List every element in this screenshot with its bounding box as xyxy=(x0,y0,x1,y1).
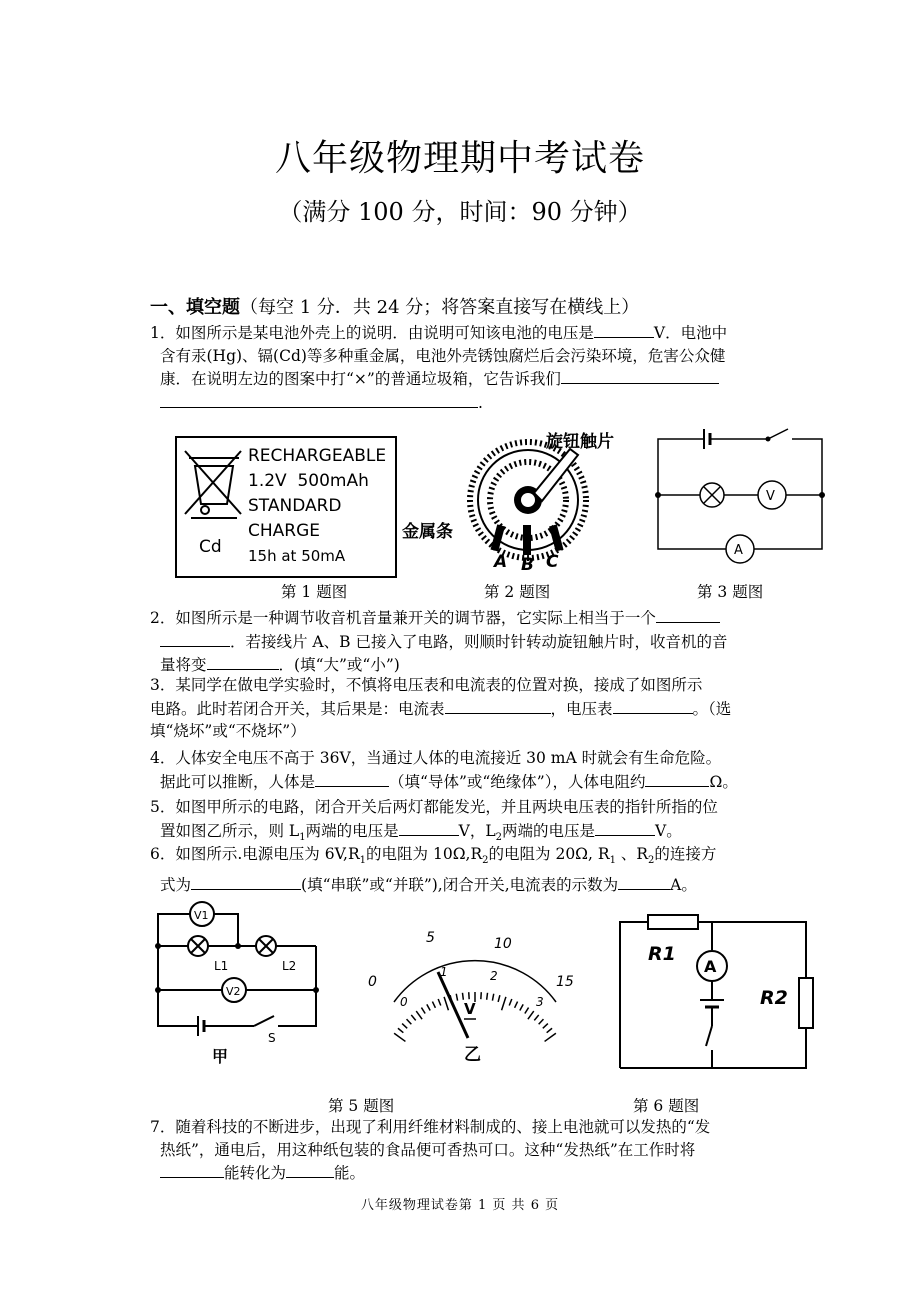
q5-blank-1[interactable] xyxy=(399,819,459,836)
q6-sub1a: 1 xyxy=(359,855,367,867)
q2-line2: ．若接线片 A、B 已接入了电路，则顺时针转动旋钮触片时，收音机的音 xyxy=(230,632,728,651)
q6-line1b: 的电阻为 10Ω,R xyxy=(366,845,483,863)
meter-tick xyxy=(498,995,500,1002)
question-2 xyxy=(150,606,830,677)
q4-line1: 4．人体安全电压不高于 36V，当通过人体的电流接近 30 mA 时就会有生命危险。 xyxy=(150,749,722,767)
label-standard: STANDARD xyxy=(248,496,342,516)
q5-sub1: 1 xyxy=(299,831,306,843)
q7-line3a: 能转化为 xyxy=(224,1164,287,1182)
dial-unit: V xyxy=(464,1000,476,1018)
meter-tick xyxy=(462,993,463,1000)
section-title: 一、填空题 xyxy=(150,297,240,318)
q6-line1e: 的连接方 xyxy=(654,845,717,863)
q5-line1: 5．如图甲所示的电路，闭合开关后两灯都能发光，并且两块电压表的指针所指的位 xyxy=(150,798,718,816)
label-v2: V2 xyxy=(226,985,241,998)
q2-blank-2[interactable] xyxy=(207,653,279,670)
figure-2 xyxy=(400,425,650,573)
label-r2: R2 xyxy=(760,987,788,1009)
q3-line3: 填“烧坏”或“不烧坏”） xyxy=(150,722,306,740)
q6-blank-1[interactable] xyxy=(191,873,301,890)
q2-text: 2．如图所示是一种调节收音机音量兼开关的调节器，它实际上相当于一个 xyxy=(150,609,656,627)
meter-tick xyxy=(525,1008,529,1014)
label-voltage: 1.2V xyxy=(248,471,287,491)
label-capacity: 500mAh xyxy=(297,471,369,491)
question-4 xyxy=(150,747,830,793)
meter-tick xyxy=(534,1015,538,1020)
label-s: S xyxy=(268,1031,276,1045)
q3-line2b: ，电压表 xyxy=(550,699,613,718)
label-a3: A xyxy=(734,543,743,558)
meter-tick xyxy=(539,1019,544,1024)
meter-tick xyxy=(487,993,488,1000)
label-v: V xyxy=(766,489,775,504)
question-3 xyxy=(150,674,830,743)
question-1 xyxy=(150,321,830,414)
q1-blank-1[interactable] xyxy=(594,321,654,338)
q7-line1: 7．随着科技的不断进步，出现了利用纤维材料制成的、接上电池就可以发热的“发 xyxy=(150,1118,711,1136)
potentiometer-drawing xyxy=(470,442,586,558)
label-yi: 乙 xyxy=(464,1045,481,1065)
figure-5-circuit xyxy=(150,898,350,1070)
meter-tick xyxy=(543,1024,548,1029)
q3-blank-1[interactable] xyxy=(445,697,551,714)
page-title: 八年级物理期中考试卷 xyxy=(274,138,645,179)
caption-fig2: 第 2 题图 xyxy=(484,583,551,601)
label-knob: 旋钮触片 xyxy=(546,432,614,452)
q4-line2b: （填“导体”或“绝缘体”），人体电阻约 xyxy=(389,772,646,791)
label-strip: 金属条 xyxy=(402,522,453,542)
q7-blank-2[interactable] xyxy=(286,1161,334,1178)
label-b: B xyxy=(521,555,534,573)
page-subtitle: （满分 100 分，时间：90 分钟） xyxy=(278,198,642,226)
q1-text: 1．如图所示是某电池外壳上的说明．由说明可知该电池的电压是 xyxy=(150,324,594,342)
meter-tick xyxy=(416,1011,422,1019)
q2-blank-1b[interactable] xyxy=(160,630,230,647)
q5-line2d: 两端的电压是 xyxy=(502,821,596,840)
label-l2: L2 xyxy=(282,959,297,973)
q1-blank-2[interactable] xyxy=(561,367,719,384)
q7-line3b: 能。 xyxy=(334,1164,366,1182)
meter-tick xyxy=(398,1028,403,1032)
question-6 xyxy=(150,843,830,896)
caption-fig5: 第 5 题图 xyxy=(328,1097,395,1115)
meter-tick xyxy=(545,1033,556,1041)
meter-tick xyxy=(528,1011,534,1019)
label-rechargeable: RECHARGEABLE xyxy=(248,446,387,466)
q3-line2c: 。（选 xyxy=(692,699,732,718)
q1-line2: 含有汞(Hg)、镉(Cd)等多种重金属，电池外壳锈蚀腐烂后会污染环境，危害公众健 xyxy=(160,346,726,365)
label-cd: Cd xyxy=(199,537,222,557)
resistor-top xyxy=(648,915,698,929)
meter-tick xyxy=(547,1028,552,1032)
label-v1: V1 xyxy=(194,909,209,922)
dial-top-5: 5 xyxy=(426,930,435,946)
caption-fig3: 第 3 题图 xyxy=(697,583,764,601)
dial-bottom-3: 3 xyxy=(536,995,544,1009)
label-l1: L1 xyxy=(214,959,229,973)
q7-line2: 热纸”，通电后，用这种纸包装的食品便可香热可口。这种“发热纸”在工作时将 xyxy=(160,1140,696,1159)
figure-5-meter xyxy=(360,920,580,1068)
q6-line2b: (填“串联”或“并联”),闭合开关,电流表的示数为 xyxy=(301,875,619,894)
q7-blank-1[interactable] xyxy=(160,1161,224,1178)
q1-line3: 康．在说明左边的图案中打“×”的普通垃圾箱，它告诉我们 xyxy=(160,370,561,388)
q2-blank-1[interactable] xyxy=(656,606,720,623)
q1-text-b: V．电池中 xyxy=(653,324,728,342)
figure-3 xyxy=(648,425,833,565)
q6-line1c: 的电阻为 20Ω, R xyxy=(488,845,610,863)
dial-bottom-1: 1 xyxy=(440,965,448,979)
meter-tick xyxy=(502,997,506,1010)
meter-tick xyxy=(456,994,457,1001)
q4-line2a: 据此可以推断，人体是 xyxy=(160,772,316,791)
meter-tick xyxy=(438,999,441,1006)
label-time: 15h at 50mA xyxy=(248,547,346,565)
meter-tick xyxy=(492,994,493,1001)
q6-line1a: 6．如图所示.电源电压为 6V,R xyxy=(150,845,360,863)
q6-blank-2[interactable] xyxy=(618,873,670,890)
page-footer: 八年级物理试卷第 1 页 共 6 页 xyxy=(360,1198,560,1213)
meter-tick xyxy=(509,999,512,1006)
q5-blank-2[interactable] xyxy=(595,819,655,836)
label-charge: CHARGE xyxy=(248,521,321,541)
q5-line2e: V。 xyxy=(655,821,682,840)
q6-line2a: 式为 xyxy=(160,875,192,894)
section-note: （每空 1 分．共 24 分；将答案直接写在横线上） xyxy=(240,297,640,318)
q5-line2c: V，L xyxy=(458,821,496,840)
figure-6 xyxy=(608,908,814,1074)
meter-tick xyxy=(411,1015,415,1020)
dial-top-10: 10 xyxy=(494,936,512,952)
q3-line1: 3．某同学在做电学实验时，不慎将电压表和电流表的位置对换，接成了如图所示 xyxy=(150,676,703,694)
meter-tick xyxy=(515,1002,518,1008)
meter-tick xyxy=(402,1024,407,1029)
caption-fig1: 第 1 题图 xyxy=(281,583,348,601)
q4-blank-2[interactable] xyxy=(645,770,709,787)
resistor-r2 xyxy=(799,978,813,1028)
meter-tick xyxy=(394,1033,405,1041)
label-a6: A xyxy=(704,957,717,976)
battery-label-text xyxy=(248,444,386,569)
q5-sub2: 2 xyxy=(495,831,502,843)
label-jia: 甲 xyxy=(212,1047,229,1066)
q5-line2a: 置如图乙所示，则 L xyxy=(160,821,300,840)
q1-blank-3[interactable] xyxy=(160,391,478,408)
q3-blank-2[interactable] xyxy=(613,697,693,714)
meter-tick xyxy=(407,1019,412,1024)
q3-line2a: 电路。此时若闭合开关，其后果是：电流表 xyxy=(150,699,445,718)
q6-line2c: A。 xyxy=(670,875,697,894)
q2-line3b: ．(填“大”或“小”) xyxy=(278,656,400,674)
q6-sub2b: 2 xyxy=(648,855,655,867)
dial-bottom-0: 0 xyxy=(400,995,408,1009)
question-5 xyxy=(150,796,830,849)
q1-end: . xyxy=(478,393,483,412)
q6-sub1b: 1 xyxy=(609,855,616,867)
caption-fig6: 第 6 题图 xyxy=(633,1097,700,1115)
meter-tick xyxy=(427,1004,430,1010)
meter-tick xyxy=(421,1008,425,1014)
question-7 xyxy=(150,1116,830,1185)
dial-bottom-2: 2 xyxy=(490,969,498,983)
section-heading xyxy=(150,293,639,319)
q6-line1d: 、R xyxy=(615,845,649,863)
q4-blank-1[interactable] xyxy=(315,770,389,787)
q6-sub2a: 2 xyxy=(482,855,489,867)
label-a: A xyxy=(494,552,508,572)
meter-tick xyxy=(520,1004,523,1010)
label-c: C xyxy=(546,552,559,572)
q5-line2b: 两端的电压是 xyxy=(305,821,399,840)
meter-tick xyxy=(432,1002,435,1008)
dial-top-0: 0 xyxy=(368,974,377,990)
meter-tick xyxy=(444,997,448,1010)
label-r1: R1 xyxy=(648,943,676,965)
q2-line3a: 量将变 xyxy=(160,656,207,674)
q4-line2c: Ω。 xyxy=(709,772,738,791)
dial-top-15: 15 xyxy=(556,974,574,990)
